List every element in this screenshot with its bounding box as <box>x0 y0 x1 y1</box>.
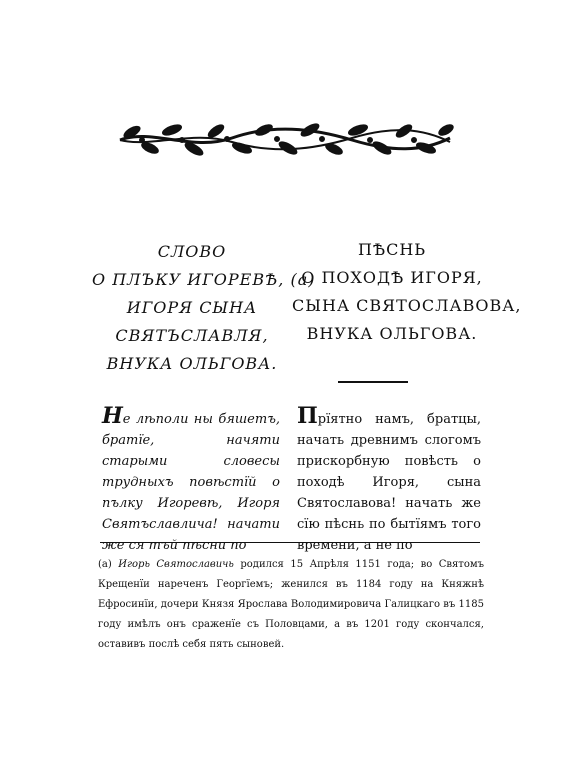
left-title-line: О ПЛЪКУ ИГОРЕВѢ, (а) <box>92 270 316 289</box>
footnote-mark: (а) <box>98 559 112 570</box>
footnote-text: родился 15 Апрѣля 1151 года; во Святомъ Крещенїи нареченъ Георгїемъ; женился въ 1184 году на Княжнѣ Ефросинїи, дочери Князя Ярослава Володимировича Галицкаго въ 1185 году имѣлъ онъ сраженїе съ Половцами, а въ 1201 году скончался, оставивъ послѣ себя пять сыновей. <box>98 559 484 650</box>
right-body: рїятно намъ, братцы, начать древнимъ слогомъ прискорбную повѣсть о походѣ Игоря, сына Святославова! начать же сїю пѣснь по бытїямъ того времени, а не по <box>297 412 481 553</box>
right-dropcap: П <box>297 403 318 429</box>
right-title-line: О ПОХОДѢ ИГОРЯ, <box>301 268 483 287</box>
footnote-rule <box>100 542 480 543</box>
left-body-text <box>102 403 280 556</box>
right-title <box>292 236 522 348</box>
right-title-line: ПѢСНЬ <box>357 240 427 259</box>
title-separator <box>338 381 408 383</box>
left-dropcap: Н <box>102 403 123 429</box>
left-title-line: ВНУКА ОЛЬГОВА. <box>106 354 278 373</box>
footnote-name: Игорь Святославичь <box>118 559 234 570</box>
left-body: е лѣполи ны бяшетъ, братїе, начяти старыми словесы трудныхъ повѣстїй о пълку Игоревѣ, Игоря Святъславлича! начати же ся тъй пѣсни по <box>102 412 280 553</box>
left-title-line: СЛОВО <box>157 242 227 261</box>
vine-ornament-icon <box>112 118 458 160</box>
right-title-line: ВНУКА ОЛЬГОВА. <box>306 324 478 343</box>
right-title-line: СЫНА СВЯТОСЛАВОВА, <box>292 296 522 315</box>
right-body-text <box>297 403 481 556</box>
left-title-line: СВЯТЪСЛАВЛЯ, <box>115 326 269 345</box>
left-title <box>92 238 316 378</box>
left-title-line: ИГОРЯ СЫНА <box>126 298 258 317</box>
footnote <box>98 555 484 655</box>
